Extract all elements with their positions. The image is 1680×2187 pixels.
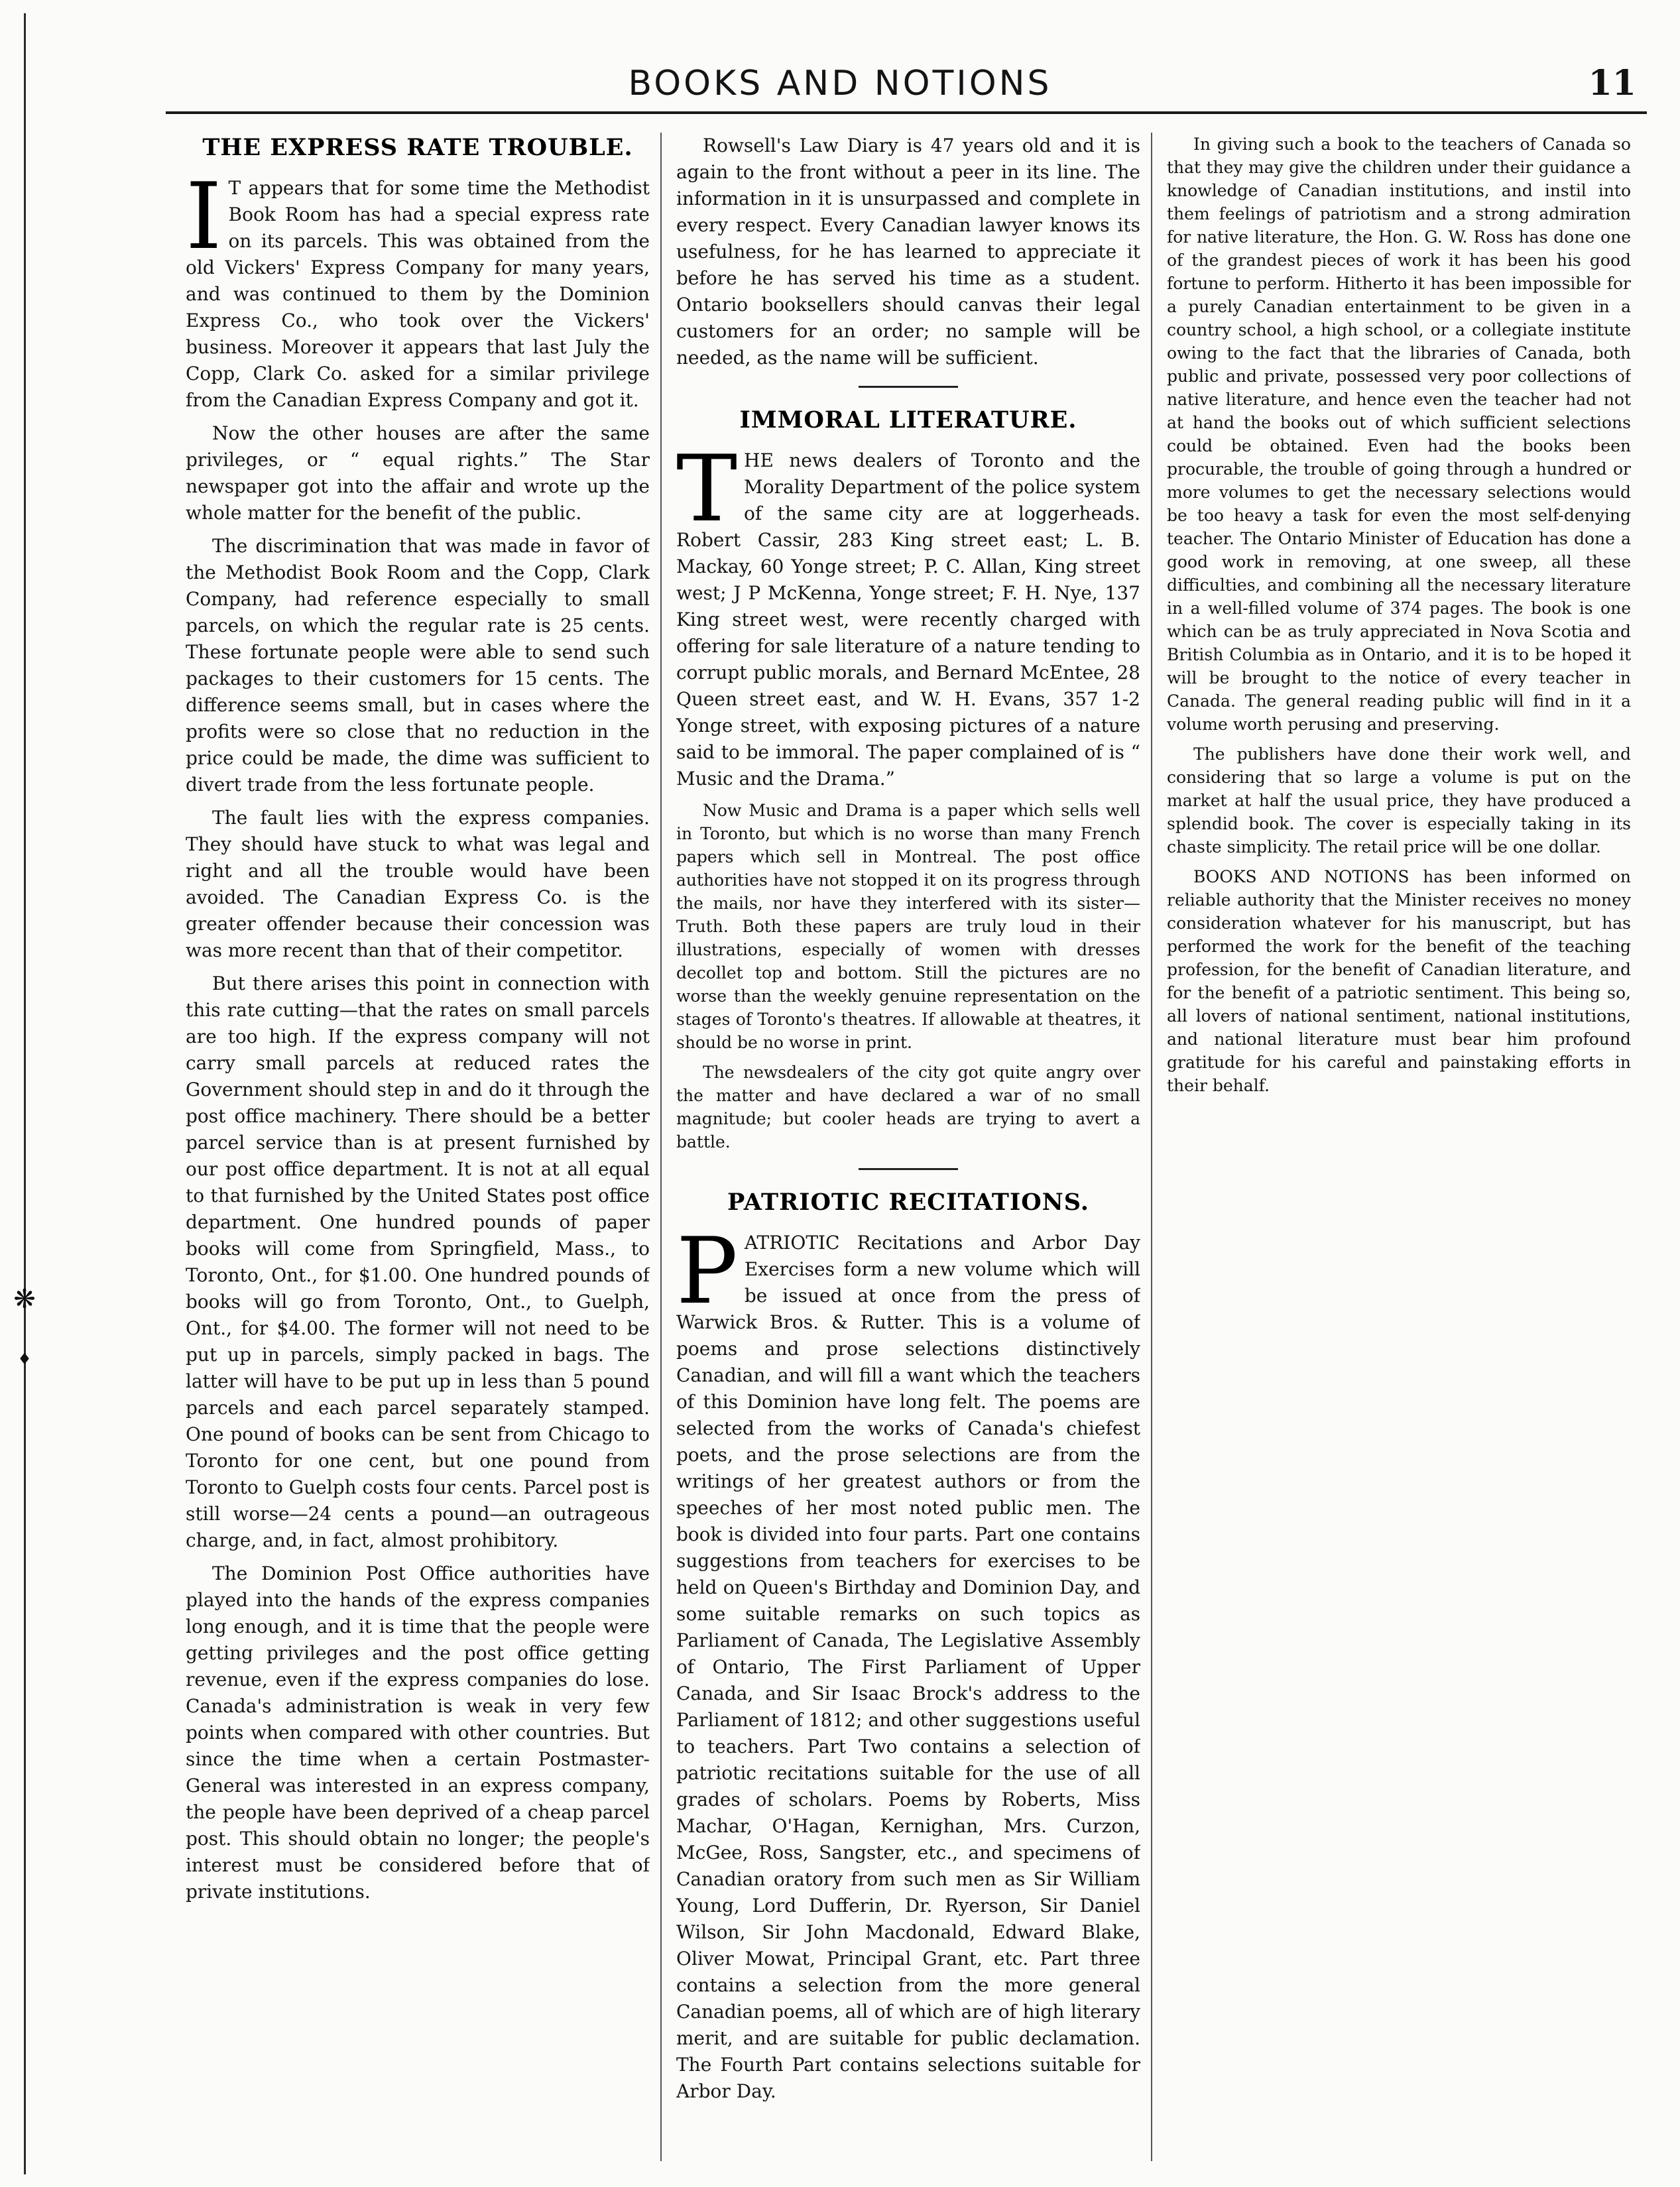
article-paragraph: The discrimination that was made in favor of the Methodist Book Room and the Copp, Clark Company, had reference especially to small parcels, on which the regular rate is 25 cents. These fortunate people were able to send such packages to their customers for 15 cents. The difference seems small, but in cases where the profits were so close that no reduction in the price could be made, the dime was sufficient to divert trade from the less fortunate people.: [186, 535, 650, 796]
article-paragraph: The publishers have done their work well, and considering that so large a volume is put on the market at half the usual price, they have produced a splendid book. The cover is especially taking in its chaste simplicity. The retail price will be one dollar.: [1167, 744, 1631, 857]
article-paragraph: Now Music and Drama is a paper which sells well in Toronto, but which is no worse than many French papers which sell in Montreal. The post office authorities have not stopped it on its progress through the mails, nor have they interfered with its sister—Truth. Both these papers are truly loud in their illustrations, especially of women with dresses decollet top and bottom. Still the pictures are no worse than the weekly genuine representation on the stages of Toronto's theatres. If allowable at theatres, it should be no worse in print.: [676, 801, 1140, 1052]
column-1: [186, 133, 650, 2161]
column-separator: [1151, 133, 1152, 2161]
article-paragraph: The fault lies with the express companies. They should have stuck to what was legal and right and all the trouble would have been avoided. The Canadian Express Co. is the greater offender because their concession was was more recent than that of their competitor.: [186, 807, 650, 961]
article-paragraph: [676, 436, 1140, 792]
article-paragraph: In giving such a book to the teachers of Canada so that they may give the children under their guidance a knowledge of Canadian institutions, and instil into them feelings of patriotism and a strong admiration for native literature, the Hon. G. W. Ross has done one of the grandest pieces of work it has been his good fortune to perform. Hitherto it has been impossible for a purely Canadian entertainment to be given in a country school, a high school, or a collegiate institute owing to the fact that the libraries of Canada, both public and private, possessed very poor collections of native literature, and hence even the teacher had not at hand the books out of which sufficient selections could be obtained. Even had the books been procurable, the trouble of going through a hundred or more volumes to get the necessary selections would be too heavy a task for even the most self-denying teacher. The Ontario Minister of Education has done a good work in removing, at one sweep, all these difficulties, and combining all the necessary literature in a well-filled volume of 374 pages. The book is one which can be as truly appreciated in Nova Scotia and British Columbia as in Ontario, and it is to be hoped it will be brought to the notice of every teacher in Canada. The general reading public will find in it a volume worth perusing and preserving.: [1167, 135, 1631, 734]
article-paragraph: [676, 1218, 1140, 2105]
binding-dot-icon: ♦: [17, 1350, 32, 1368]
article-paragraph: The newsdealers of the city got quite angry over the matter and have declared a war of no small magnitude; but cooler heads are trying to avert a battle.: [676, 1063, 1140, 1152]
dropcap: T: [676, 436, 738, 542]
article-paragraph: Rowsell's Law Diary is 47 years old and it is again to the front without a peer in its line. The information in it is unsurpassed and complete in every respect. Every Canadian lawyer knows its usefulness, for he has learned to appreciate it before he has served his time as a student. Ontario booksellers should canvas their legal customers for an order; no sample will be needed, as the name will be sufficient.: [676, 135, 1140, 369]
header-rule: [166, 111, 1647, 114]
paragraph-text: HE news dealers of Toronto and the Morality Department of the police system of the same city are at loggerheads. Robert Cassir, 283 King street east; L. B. Mackay, 60 Yonge street; P. C. Allan, King street west; J P McKenna, Yonge street; F. H. Nye, 137 King street west, were recently charged with offering for sale literature of a nature tending to corrupt public morals, and Bernard McEntee, 28 Queen street east, and W. H. Evans, 357 1-2 Yonge street, with exposing pictures of a nature said to be immoral. The paper complained of is “ Music and the Drama.”: [676, 449, 1140, 790]
binding-edge-rule: [24, 13, 26, 2174]
section-divider: [859, 1168, 958, 1170]
column-separator: [660, 133, 662, 2161]
article-paragraph: The Dominion Post Office authorities have played into the hands of the express companies long enough, and it is time that the people were getting privileges and the post office getting revenue, even if the express companies do lose. Canada's administration is weak in very few points when compared with other countries. But since the time when a certain Postmaster-General was interested in an express company, the people have been deprived of a cheap parcel post. This should obtain no longer; the people's interest must be considered before that of private institutions.: [186, 1563, 650, 1903]
article-paragraph: [186, 163, 650, 414]
page-number: 11: [1588, 63, 1636, 103]
column-2: [676, 133, 1140, 2161]
article-paragraph: But there arises this point in connection with this rate cutting—that the rates on small parcels are too high. If the express company will not carry small parcels at reduced rates the Government should step in and do it through the post office machinery. There should be a better parcel service than is at present furnished by our post office department. It is not at all equal to that furnished by the United States post office department. One hundred pounds of paper books will come from Springfield, Mass., to Toronto, Ont., for $1.00. One hundred pounds of books will go from Toronto, Ont., to Guelph, Ont., for $4.00. The former will not need to be put up in parcels, simply packed in bags. The latter will have to be put up in less than 5 pound parcels and each parcel separately stamped. One pound of books can be sent from Chicago to Toronto for one cent, but one pound from Toronto to Guelph costs four cents. Parcel post is still worse—24 cents a pound—an outrageous charge, and, in fact, almost prohibitory.: [186, 973, 650, 1551]
article-heading-patriotic: PATRIOTIC RECITATIONS.: [727, 1189, 1089, 1216]
section-divider: [859, 386, 958, 388]
dropcap: I: [186, 163, 222, 270]
article-heading-immoral: IMMORAL LITERATURE.: [739, 406, 1077, 434]
paragraph-text: T appears that for some time the Methodist Book Room has had a special express rate on its parcels. This was obtained from the old Vickers' Express Company for many years, and was continued to them by the Dominion Express Co., who took over the Vickers' business. Moreover it appears that last July the Copp, Clark Co. asked for a similar privilege from the Canadian Express Company and got it.: [186, 177, 650, 411]
binding-ornament-icon: ❋: [13, 1284, 36, 1315]
article-heading-express: THE EXPRESS RATE TROUBLE.: [202, 134, 633, 161]
article-paragraph: Now the other houses are after the same privileges, or “ equal rights.” The Star newspaper got into the affair and wrote up the whole matter for the benefit of the public.: [186, 422, 650, 524]
article-paragraph: BOOKS AND NOTIONS has been informed on reliable authority that the Minister receives no money consideration whatever for his manuscript, but has performed the work for the benefit of the teaching profession, for the benefit of Canadian literature, and for the benefit of a patriotic sentiment. This being so, all lovers of national sentiment, national institutions, and national literature must bear him profound gratitude for his careful and painstaking efforts in their behalf.: [1167, 867, 1631, 1095]
running-header-title: BOOKS AND NOTIONS: [628, 64, 1052, 103]
dropcap: P: [676, 1218, 738, 1325]
paragraph-text: ATRIOTIC Recitations and Arbor Day Exercises form a new volume which will be issued at once from the press of Warwick Bros. & Rutter. This is a volume of poems and prose selections distinctively Canadian, and will fill a want which the teachers of this Dominion have long felt. The poems are selected from the works of Canada's chiefest poets, and the prose selections are from the writings of her greatest authors or from the speeches of her most noted public men. The book is divided into four parts. Part one contains suggestions from teachers for exercises to be held on Queen's Birthday and Dominion Day, and some suitable remarks on such topics as Parliament of Canada, The Legislative Assembly of Ontario, The First Parliament of Upper Canada, and Sir Isaac Brock's address to the Parliament of 1812; and other suggestions useful to teachers. Part Two contains a selection of patriotic recitations suitable for the use of all grades of scholars. Poems by Roberts, Miss Machar, O'Hagan, Kernighan, Mrs. Curzon, McGee, Ross, Sangster, etc., and specimens of Canadian oratory from such men as Sir William Young, Lord Dufferin, Dr. Ryerson, Sir Daniel Wilson, Sir John Macdonald, Edward Blake, Oliver Mowat, Principal Grant, etc. Part three contains a selection from the more general Canadian poems, all of which are of high literary merit, and are suitable for public declamation. The Fourth Part contains selections suitable for Arbor Day.: [676, 1232, 1140, 2102]
column-3: [1167, 133, 1631, 2161]
